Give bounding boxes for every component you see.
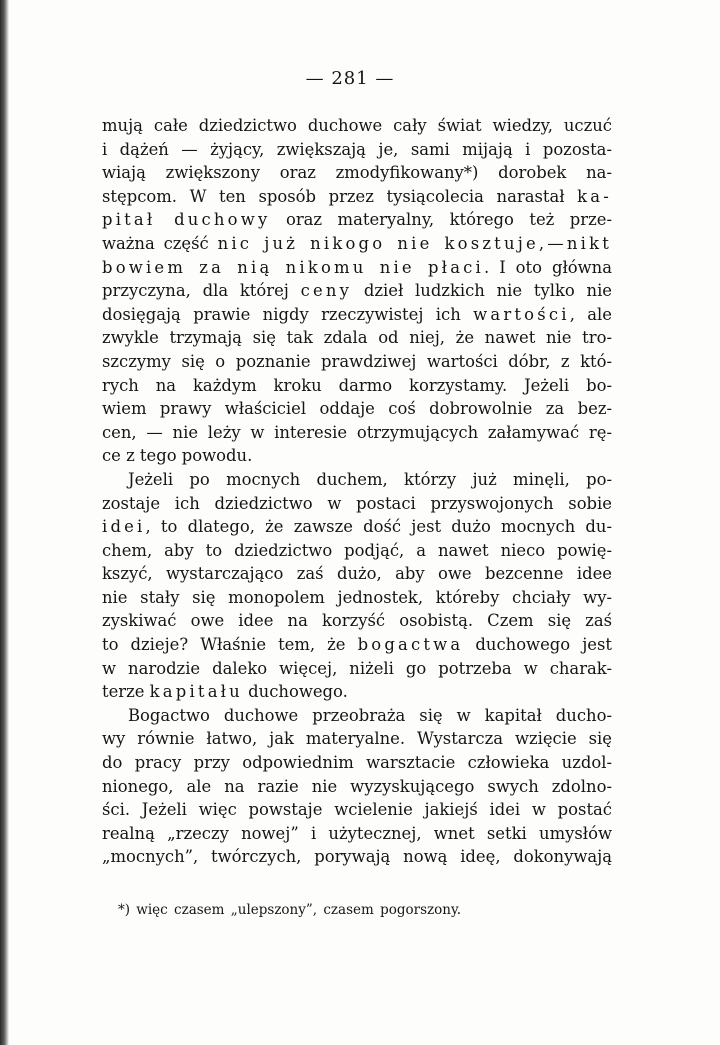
text-line: wiają zwiększony oraz zmodyfikowany*) dorobek na-: [102, 163, 612, 183]
spaced-emphasis: ka-: [577, 186, 612, 206]
text-line: ważna część nic już nikogo nie kosztuje,—nikt: [102, 233, 613, 253]
text-line: Bogactwo duchowe przeobraża się w kapitał ducho-: [128, 705, 612, 725]
text-line: Jeżeli po mocnych duchem, którzy już minęli, po-: [128, 469, 612, 489]
text-line: ce z tego powodu.: [102, 446, 253, 466]
spaced-emphasis: ceny: [300, 281, 353, 301]
text-line: mują całe dziedzictwo duchowe cały świat wiedzy, uczuć: [102, 116, 612, 135]
text-line: i dążeń — żyjący, zwiększają je, sami mijają i pozosta-: [102, 139, 612, 159]
text-line: cen, — nie leży w interesie otrzymujących załamywać rę-: [102, 422, 612, 442]
text-line: realną „rzeczy nowej” i użytecznej, wnet setki umysłów: [102, 823, 612, 843]
book-binding-edge: [0, 0, 9, 1045]
text-line: zostaje ich dziedzictwo w postaci przyswojonych sobie: [102, 493, 612, 513]
text-line: zyskiwać owe idee na korzyść osobistą. Czem się zaś: [102, 611, 612, 631]
text-line: terze kapitału duchowego.: [102, 682, 348, 702]
text-line: nionego, ale na razie nie wyzyskującego swych zdolno-: [102, 776, 612, 796]
spaced-emphasis: wartości: [473, 304, 570, 324]
text-line: wy równie łatwo, jak materyalne. Wystarcza wzięcie się: [102, 729, 612, 749]
text-line: zwykle trzymają się tak zdala od niej, że nawet nie tro-: [102, 328, 612, 348]
text-line: do pracy przy odpowiednim warsztacie człowieka uzdol-: [102, 753, 612, 773]
text-line: ści. Jeżeli więc powstaje wcielenie jakiejś idei w postać: [102, 800, 612, 820]
spaced-emphasis: kapitału: [149, 682, 243, 702]
text-line: szczymy się o poznanie prawdziwej wartości dóbr, z któ-: [102, 351, 612, 371]
text-line: „mocnych”, twórczych, porywają nową ideę, dokonywają: [102, 847, 612, 867]
text-line: nie stały się monopolem jednostek, któreby chciały wy-: [102, 587, 612, 607]
text-line: wiem prawy właściciel oddaje coś dobrowolnie za bez-: [102, 399, 612, 419]
spaced-emphasis: idei: [102, 517, 146, 537]
text-line: chem, aby to dziedzictwo podjąć, a nawet nieco powię-: [102, 540, 612, 560]
spaced-emphasis: bowiem za nią nikomu nie płaci: [102, 257, 484, 277]
text-line: bowiem za nią nikomu nie płaci. I oto główna: [102, 257, 613, 277]
text-line: przyczyna, dla której ceny dzieł ludzkich nie tylko nie: [102, 281, 613, 301]
text-line: dosięgają prawie nigdy rzeczywistej ich wartości, ale: [102, 304, 612, 324]
footnote: *) więc czasem „ulepszony”, czasem pogorszony.: [118, 902, 462, 918]
text-line: rych na każdym kroku darmo korzystamy. Jeżeli bo-: [102, 375, 612, 395]
spaced-emphasis: nic już nikogo nie kosztuje,—nikt: [217, 233, 613, 253]
spaced-emphasis: bogactwa: [357, 635, 464, 655]
text-line: kszyć, wystarczająco zaś dużo, aby owe bezcenne idee: [102, 564, 612, 584]
text-line: stępcom. W ten sposób przez tysiącolecia narastał ka-: [102, 186, 612, 206]
text-line: pitał duchowy oraz materyalny, którego też prze-: [102, 210, 612, 230]
text-line: idei, to dlatego, że zawsze dość jest dużo mocnych du-: [102, 517, 612, 537]
page-number: — 281 —: [305, 68, 395, 89]
spaced-emphasis: pitał duchowy: [102, 210, 271, 230]
text-line: to dzieje? Właśnie tem, że bogactwa duchowego jest: [102, 635, 612, 655]
text-line: w narodzie daleko więcej, niżeli go potrzeba w charak-: [102, 658, 612, 678]
body-text: [102, 114, 612, 869]
